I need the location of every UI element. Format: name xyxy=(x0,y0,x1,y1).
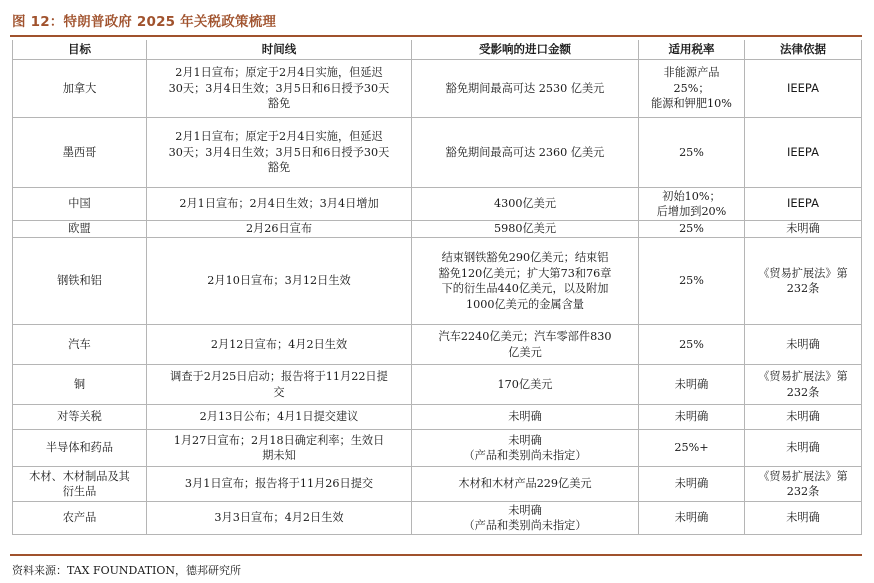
cell-target: 钢铁和铝 xyxy=(13,238,147,325)
cell-amount: 豁免期间最高可达 2530 亿美元 xyxy=(412,60,639,118)
cell-law: 未明确 xyxy=(745,221,862,238)
tariff-policy-table xyxy=(12,40,862,535)
cell-timeline: 2月12日宣布；4月2日生效 xyxy=(147,325,412,365)
cell-amount: 170亿美元 xyxy=(412,365,639,405)
cell-rate: 25% xyxy=(639,238,745,325)
cell-target: 欧盟 xyxy=(13,221,147,238)
cell-law: 未明确 xyxy=(745,325,862,365)
cell-target: 加拿大 xyxy=(13,60,147,118)
table-header-row xyxy=(13,40,862,60)
cell-law: 《贸易扩展法》第 232条 xyxy=(745,238,862,325)
table-row xyxy=(13,221,862,238)
cell-target: 中国 xyxy=(13,188,147,221)
cell-amount: 结束钢铁豁免290亿美元；结束铝 豁免120亿美元；扩大第73和76章 下的衍生品440亿美元，以及附加 1000亿美元的金属含量 xyxy=(412,238,639,325)
cell-rate: 未明确 xyxy=(639,405,745,430)
cell-rate: 初始10%； 后增加到20% xyxy=(639,188,745,221)
cell-law: 《贸易扩展法》第 232条 xyxy=(745,365,862,405)
cell-law: 未明确 xyxy=(745,430,862,467)
table-row xyxy=(13,467,862,502)
cell-timeline: 2月10日宣布；3月12日生效 xyxy=(147,238,412,325)
cell-amount: 4300亿美元 xyxy=(412,188,639,221)
header-amount: 受影响的进口金额 xyxy=(412,40,639,60)
cell-rate: 25% xyxy=(639,221,745,238)
cell-target: 汽车 xyxy=(13,325,147,365)
table-row xyxy=(13,405,862,430)
table-row xyxy=(13,238,862,325)
cell-rate: 非能源产品 25%； 能源和钾肥10% xyxy=(639,60,745,118)
table-row xyxy=(13,502,862,535)
cell-law: 未明确 xyxy=(745,502,862,535)
cell-timeline: 调查于2月25日启动；报告将于11月22日提 交 xyxy=(147,365,412,405)
cell-rate: 未明确 xyxy=(639,502,745,535)
cell-timeline: 3月3日宣布；4月2日生效 xyxy=(147,502,412,535)
cell-timeline: 2月13日公布；4月1日提交建议 xyxy=(147,405,412,430)
cell-law: IEEPA xyxy=(745,60,862,118)
cell-timeline: 3月1日宣布；报告将于11月26日提交 xyxy=(147,467,412,502)
cell-law: 未明确 xyxy=(745,405,862,430)
table-row xyxy=(13,365,862,405)
header-rate: 适用税率 xyxy=(639,40,745,60)
cell-amount: 汽车2240亿美元；汽车零部件830 亿美元 xyxy=(412,325,639,365)
cell-amount: 豁免期间最高可达 2360 亿美元 xyxy=(412,118,639,188)
cell-target: 对等关税 xyxy=(13,405,147,430)
table-row xyxy=(13,188,862,221)
cell-target: 铜 xyxy=(13,365,147,405)
figure-title: 图 12：特朗普政府 2025 年关税政策梳理 xyxy=(12,14,277,30)
cell-target: 农产品 xyxy=(13,502,147,535)
cell-target: 墨西哥 xyxy=(13,118,147,188)
cell-timeline: 2月1日宣布；2月4日生效；3月4日增加 xyxy=(147,188,412,221)
cell-rate: 未明确 xyxy=(639,365,745,405)
table-row xyxy=(13,325,862,365)
table-row xyxy=(13,118,862,188)
table-row xyxy=(13,430,862,467)
cell-rate: 未明确 xyxy=(639,467,745,502)
cell-rate: 25% xyxy=(639,325,745,365)
header-target: 目标 xyxy=(13,40,147,60)
cell-law: IEEPA xyxy=(745,188,862,221)
top-rule xyxy=(10,35,862,37)
cell-timeline: 2月1日宣布；原定于2月4日实施，但延迟 30天；3月4日生效；3月5日和6日授予30天 豁免 xyxy=(147,118,412,188)
bottom-rule xyxy=(10,554,862,556)
cell-amount: 木材和木材产品229亿美元 xyxy=(412,467,639,502)
header-timeline: 时间线 xyxy=(147,40,412,60)
cell-rate: 25%+ xyxy=(639,430,745,467)
cell-timeline: 2月1日宣布；原定于2月4日实施，但延迟 30天；3月4日生效；3月5日和6日授予30天 豁免 xyxy=(147,60,412,118)
source-note: 资料来源：TAX FOUNDATION，德邦研究所 xyxy=(12,564,242,577)
cell-amount: 5980亿美元 xyxy=(412,221,639,238)
header-law: 法律依据 xyxy=(745,40,862,60)
cell-law: 《贸易扩展法》第 232条 xyxy=(745,467,862,502)
cell-target: 半导体和药品 xyxy=(13,430,147,467)
cell-target: 木材、木材制品及其 衍生品 xyxy=(13,467,147,502)
cell-amount: 未明确 xyxy=(412,405,639,430)
table-row xyxy=(13,60,862,118)
cell-timeline: 2月26日宣布 xyxy=(147,221,412,238)
cell-timeline: 1月27日宣布；2月18日确定利率；生效日 期未知 xyxy=(147,430,412,467)
cell-amount: 未明确 （产品和类别尚未指定） xyxy=(412,502,639,535)
cell-amount: 未明确 （产品和类别尚未指定） xyxy=(412,430,639,467)
cell-law: IEEPA xyxy=(745,118,862,188)
cell-rate: 25% xyxy=(639,118,745,188)
